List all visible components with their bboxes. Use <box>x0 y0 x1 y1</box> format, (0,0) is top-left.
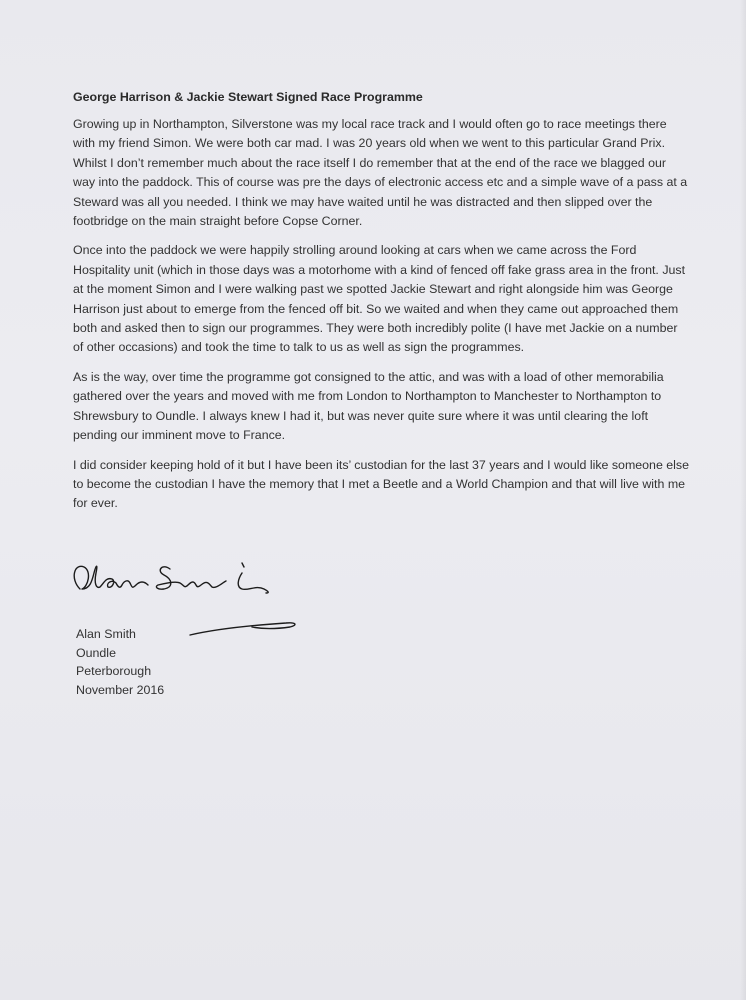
paragraph-3: As is the way, over time the programme got consigned to the attic, and was with a load of other memorabilia gathered over the years and moved with me from London to Northampton to Manchester to Northampton to Shrewsbury to Oundle. I always knew I had it, but was never quite sure where it was until clearing the loft pending our imminent move to France. <box>73 369 664 443</box>
sign-off-name: Alan Smith <box>76 627 136 641</box>
letter-body <box>73 88 689 524</box>
sign-off-block <box>76 625 164 699</box>
paragraph-2: Once into the paddock we were happily strolling around looking at cars when we came across the Ford Hospitality unit (which in those days was a motorhome with a kind of fenced off fake grass area in the front. Just at the moment Simon and I were walking past we spotted Jackie Stewart and right alongside him was George Harrison just about to emerge from the fenced off bit. So we waited and when they came out approached them both and asked then to sign our programmes. They were both incredibly polite (I have met Jackie on a number of other occasions) and took the time to talk to us as well as sign the programmes. <box>73 243 686 355</box>
sign-off-town: Oundle <box>76 645 116 660</box>
sign-off-date: November 2016 <box>76 682 165 697</box>
paper-edge-shadow <box>740 0 746 1000</box>
paragraph-1: Growing up in Northampton, Silverstone was my local race track and I would often go to race meetings there with my friend Simon. We were both car mad. I was 20 years old when we went to this particular Grand Prix. Whilst I don’t remember much about the race itself I do remember that at the end of the race we blagged our way into the paddock. This of course was pre the days of electronic access etc and a simple wave of a pass at a Steward was all you needed. I think we may have waited until he was distracted and then slipped over the footbridge on the main straight before Copse Corner. <box>73 117 688 229</box>
letter-title: George Harrison & Jackie Stewart Signed Race Programme <box>73 90 423 104</box>
sign-off-city: Peterborough <box>76 664 152 678</box>
paragraph-4: I did consider keeping hold of it but I have been its’ custodian for the last 37 years and I would like someone else to become the custodian I have the memory that I met a Beetle and a World Champion and that will live with me for ever. <box>73 457 690 511</box>
